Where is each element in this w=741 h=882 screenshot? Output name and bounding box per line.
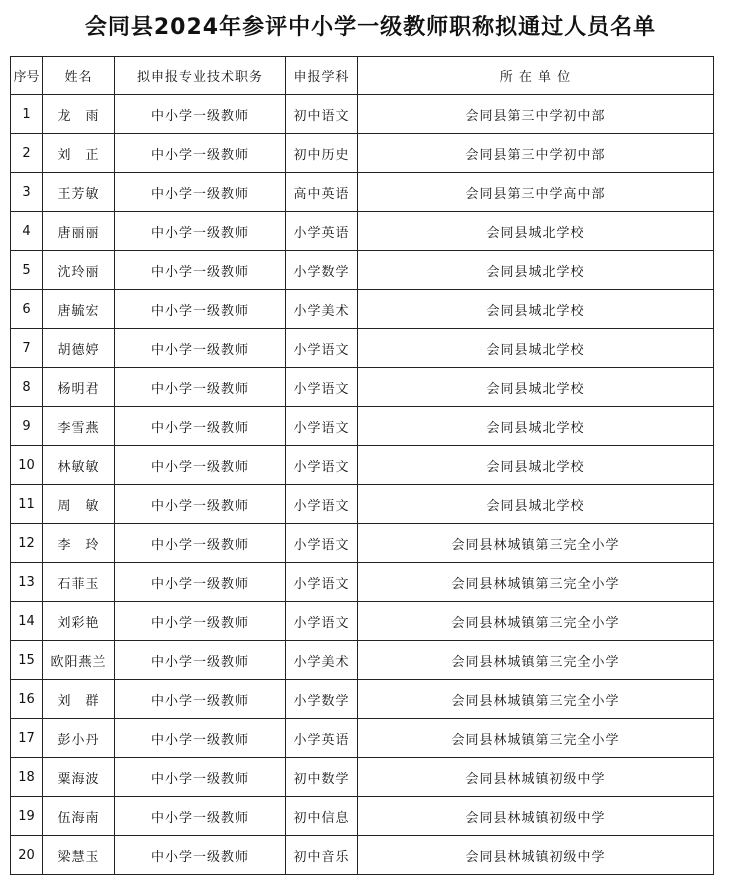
- cell-title: 中小学一级教师: [115, 212, 286, 251]
- cell-unit: 会同县第三中学初中部: [358, 134, 714, 173]
- table-row: [11, 680, 714, 719]
- cell-title: 中小学一级教师: [115, 680, 286, 719]
- cell-subject: 初中信息: [286, 797, 358, 836]
- cell-title: 中小学一级教师: [115, 368, 286, 407]
- cell-subject: 小学语文: [286, 602, 358, 641]
- table-row: [11, 212, 714, 251]
- table-row: [11, 290, 714, 329]
- cell-name: 彭小丹: [43, 719, 115, 758]
- cell-unit: 会同县城北学校: [358, 329, 714, 368]
- cell-name: 胡德婷: [43, 329, 115, 368]
- table-body: [11, 95, 714, 875]
- cell-title: 中小学一级教师: [115, 290, 286, 329]
- cell-unit: 会同县林城镇初级中学: [358, 758, 714, 797]
- cell-no: 12: [11, 524, 43, 563]
- cell-name: 刘彩艳: [43, 602, 115, 641]
- cell-subject: 高中英语: [286, 173, 358, 212]
- cell-title: 中小学一级教师: [115, 524, 286, 563]
- cell-unit: 会同县城北学校: [358, 290, 714, 329]
- cell-name: 伍海南: [43, 797, 115, 836]
- cell-name: 刘 群: [43, 680, 115, 719]
- cell-subject: 小学英语: [286, 719, 358, 758]
- cell-unit: 会同县林城镇第三完全小学: [358, 563, 714, 602]
- page-title: 会同县2024年参评中小学一级教师职称拟通过人员名单: [84, 15, 657, 40]
- cell-no: 5: [11, 251, 43, 290]
- cell-subject: 小学美术: [286, 290, 358, 329]
- cell-name: 梁慧玉: [43, 836, 115, 875]
- cell-no: 14: [11, 602, 43, 641]
- cell-name: 粟海波: [43, 758, 115, 797]
- cell-no: 16: [11, 680, 43, 719]
- cell-no: 9: [11, 407, 43, 446]
- table-row: [11, 446, 714, 485]
- cell-subject: 初中数学: [286, 758, 358, 797]
- cell-unit: 会同县林城镇第三完全小学: [358, 602, 714, 641]
- cell-title: 中小学一级教师: [115, 251, 286, 290]
- table-row: [11, 485, 714, 524]
- cell-title: 中小学一级教师: [115, 134, 286, 173]
- cell-no: 13: [11, 563, 43, 602]
- table-row: [11, 563, 714, 602]
- cell-unit: 会同县城北学校: [358, 251, 714, 290]
- cell-subject: 小学语文: [286, 446, 358, 485]
- cell-name: 李 玲: [43, 524, 115, 563]
- cell-unit: 会同县林城镇第三完全小学: [358, 719, 714, 758]
- table-row: [11, 719, 714, 758]
- cell-unit: 会同县林城镇第三完全小学: [358, 680, 714, 719]
- cell-title: 中小学一级教师: [115, 563, 286, 602]
- cell-name: 王芳敏: [43, 173, 115, 212]
- table-row: [11, 602, 714, 641]
- cell-unit: 会同县林城镇第三完全小学: [358, 641, 714, 680]
- cell-name: 唐丽丽: [43, 212, 115, 251]
- cell-title: 中小学一级教师: [115, 407, 286, 446]
- table-row: [11, 95, 714, 134]
- cell-no: 2: [11, 134, 43, 173]
- table-row: [11, 173, 714, 212]
- cell-title: 中小学一级教师: [115, 446, 286, 485]
- cell-subject: 小学语文: [286, 563, 358, 602]
- cell-title: 中小学一级教师: [115, 719, 286, 758]
- cell-name: 刘 正: [43, 134, 115, 173]
- cell-no: 3: [11, 173, 43, 212]
- cell-no: 1: [11, 95, 43, 134]
- cell-name: 林敏敏: [43, 446, 115, 485]
- cell-name: 杨明君: [43, 368, 115, 407]
- table-row: [11, 251, 714, 290]
- table-row: [11, 134, 714, 173]
- cell-subject: 小学语文: [286, 368, 358, 407]
- cell-subject: 小学美术: [286, 641, 358, 680]
- cell-no: 10: [11, 446, 43, 485]
- table-row: [11, 758, 714, 797]
- cell-subject: 小学英语: [286, 212, 358, 251]
- cell-unit: 会同县林城镇初级中学: [358, 797, 714, 836]
- cell-subject: 小学数学: [286, 680, 358, 719]
- cell-title: 中小学一级教师: [115, 173, 286, 212]
- cell-title: 中小学一级教师: [115, 641, 286, 680]
- cell-subject: 小学数学: [286, 251, 358, 290]
- table-row: [11, 836, 714, 875]
- table-header: [11, 57, 714, 95]
- cell-title: 中小学一级教师: [115, 758, 286, 797]
- table-row: [11, 329, 714, 368]
- table-row: [11, 368, 714, 407]
- cell-no: 6: [11, 290, 43, 329]
- cell-unit: 会同县林城镇第三完全小学: [358, 524, 714, 563]
- cell-title: 中小学一级教师: [115, 797, 286, 836]
- cell-no: 15: [11, 641, 43, 680]
- header-name: 姓名: [43, 57, 115, 95]
- cell-subject: 小学语文: [286, 524, 358, 563]
- cell-title: 中小学一级教师: [115, 602, 286, 641]
- cell-no: 19: [11, 797, 43, 836]
- cell-unit: 会同县第三中学初中部: [358, 95, 714, 134]
- table-row: [11, 524, 714, 563]
- cell-name: 石菲玉: [43, 563, 115, 602]
- cell-name: 李雪燕: [43, 407, 115, 446]
- cell-unit: 会同县第三中学高中部: [358, 173, 714, 212]
- cell-subject: 小学语文: [286, 329, 358, 368]
- cell-no: 7: [11, 329, 43, 368]
- cell-subject: 初中语文: [286, 95, 358, 134]
- cell-no: 20: [11, 836, 43, 875]
- cell-title: 中小学一级教师: [115, 485, 286, 524]
- header-title: 拟申报专业技术职务: [115, 57, 286, 95]
- header-no: 序号: [11, 57, 43, 95]
- cell-name: 周 敏: [43, 485, 115, 524]
- cell-unit: 会同县林城镇初级中学: [358, 836, 714, 875]
- cell-title: 中小学一级教师: [115, 95, 286, 134]
- cell-unit: 会同县城北学校: [358, 407, 714, 446]
- roster-table: [10, 56, 714, 875]
- cell-name: 欧阳燕兰: [43, 641, 115, 680]
- cell-no: 11: [11, 485, 43, 524]
- cell-name: 沈玲丽: [43, 251, 115, 290]
- cell-subject: 初中音乐: [286, 836, 358, 875]
- cell-no: 4: [11, 212, 43, 251]
- table-row: [11, 797, 714, 836]
- cell-title: 中小学一级教师: [115, 836, 286, 875]
- cell-unit: 会同县城北学校: [358, 485, 714, 524]
- cell-no: 8: [11, 368, 43, 407]
- header-subject: 申报学科: [286, 57, 358, 95]
- cell-subject: 小学语文: [286, 407, 358, 446]
- cell-name: 唐毓宏: [43, 290, 115, 329]
- table-row: [11, 407, 714, 446]
- cell-subject: 小学语文: [286, 485, 358, 524]
- cell-no: 17: [11, 719, 43, 758]
- header-unit: 所 在 单 位: [358, 57, 714, 95]
- cell-title: 中小学一级教师: [115, 329, 286, 368]
- header-row: [11, 57, 714, 95]
- cell-subject: 初中历史: [286, 134, 358, 173]
- cell-unit: 会同县城北学校: [358, 368, 714, 407]
- cell-unit: 会同县城北学校: [358, 446, 714, 485]
- cell-unit: 会同县城北学校: [358, 212, 714, 251]
- table-row: [11, 641, 714, 680]
- cell-no: 18: [11, 758, 43, 797]
- cell-name: 龙 雨: [43, 95, 115, 134]
